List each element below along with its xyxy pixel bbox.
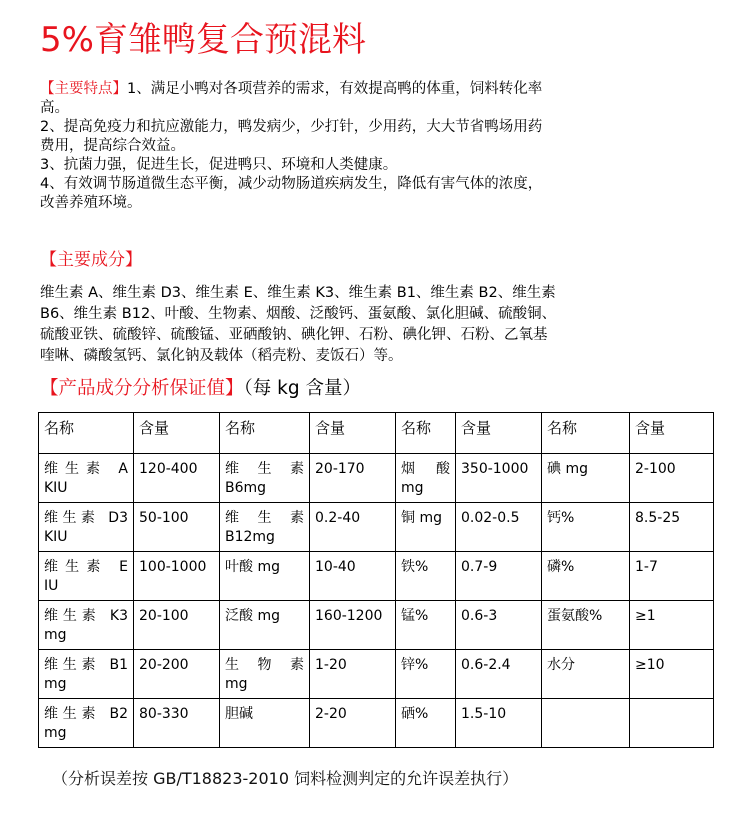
table-name-cell xyxy=(39,650,134,699)
table-value-cell: 1.5-10 xyxy=(456,699,542,748)
features-text: 1、满足小鸭对各项营养的需求，有效提高鸭的体重，饲料转化率 高。 2、提高免疫力和抗应激能力，鸭发病少，少打针，少用药，大大节省鸭场用药 费用，提高综合效益。 3、抗菌力强，促进生长，促进鸭只、环境和人类健康。 4、有效调节肠道微生态平衡，减少动物肠道疾病发生，降低有害气体的浓度， 改善养殖环境。 xyxy=(40,81,543,211)
table-name-cell: 锰% xyxy=(396,601,456,650)
table-value-cell: 350-1000 xyxy=(456,454,542,503)
table-header-cell: 含量 xyxy=(310,413,396,454)
features-heading: 【主要特点】 xyxy=(40,81,127,97)
table-name-cell: 胆碱 xyxy=(220,699,310,748)
analysis-table xyxy=(38,412,714,748)
table-name-cell xyxy=(39,454,134,503)
table-value-cell: 0.6-2.4 xyxy=(456,650,542,699)
cell-unit-line: mg xyxy=(225,676,248,692)
cell-name-line: 维生素 D3 xyxy=(44,510,128,526)
table-value-cell: 0.7-9 xyxy=(456,552,542,601)
table-value-cell: 100-1000 xyxy=(134,552,220,601)
table-name-cell xyxy=(220,454,310,503)
table-name-cell xyxy=(39,699,134,748)
table-name-cell: 锌% xyxy=(396,650,456,699)
table-name-cell: 叶酸 mg xyxy=(220,552,310,601)
table-value-cell: 120-400 xyxy=(134,454,220,503)
table-name-cell xyxy=(542,699,630,748)
table-value-cell: 8.5-25 xyxy=(630,503,714,552)
table-header-row xyxy=(39,413,714,454)
cell-unit-line: KIU xyxy=(44,480,68,496)
analysis-heading-main: 【产品成分分析保证值】 xyxy=(40,378,244,399)
table-name-cell xyxy=(220,503,310,552)
ingredients-text: 维生素 A、维生素 D3、维生素 E、维生素 K3、维生素 B1、维生素 B2、维生素 B6、维生素 B12、叶酸、生物素、烟酸、泛酸钙、蛋氨酸、氯化胆碱、硫酸铜、 硫酸亚铁、硫酸锌、硫酸锰、亚硒酸钠、碘化钾、石粉、碘化钾、石粉、乙氧基 喹啉、磷酸氢钙、氯化钠及载体（稻壳粉、麦饭石）等。 xyxy=(40,285,557,364)
table-name-cell: 蛋氨酸% xyxy=(542,601,630,650)
table-name-cell: 硒% xyxy=(396,699,456,748)
cell-unit-line: KIU xyxy=(44,529,68,545)
cell-unit-line: B12mg xyxy=(225,529,275,545)
table-name-cell: 铜 mg xyxy=(396,503,456,552)
table-name-cell xyxy=(39,552,134,601)
table-value-cell: 1-20 xyxy=(310,650,396,699)
table-row xyxy=(39,503,714,552)
cell-name-line: 生物素 xyxy=(225,657,304,673)
table-value-cell xyxy=(630,699,714,748)
cell-name-line: 维生素 xyxy=(225,510,304,526)
table-name-cell: 钙% xyxy=(542,503,630,552)
table-value-cell: 0.6-3 xyxy=(456,601,542,650)
cell-name-line: 维生素 xyxy=(225,461,304,477)
table-name-cell: 碘 mg xyxy=(542,454,630,503)
table-row xyxy=(39,454,714,503)
cell-unit-line: B6mg xyxy=(225,480,267,496)
table-name-cell: 磷% xyxy=(542,552,630,601)
table-value-cell: 1-7 xyxy=(630,552,714,601)
table-name-cell xyxy=(396,454,456,503)
cell-name-line: 维生素 K3 xyxy=(44,608,128,624)
analysis-heading xyxy=(40,374,361,400)
cell-name-line: 维生素 E xyxy=(44,559,128,575)
cell-name-line: 维生素 A xyxy=(44,461,128,477)
table-header-cell: 名称 xyxy=(542,413,630,454)
table-value-cell: 2-100 xyxy=(630,454,714,503)
table-value-cell: 20-170 xyxy=(310,454,396,503)
table-value-cell: ≥1 xyxy=(630,601,714,650)
ingredients-heading: 【主要成分】 xyxy=(40,250,142,270)
table-value-cell: 2-20 xyxy=(310,699,396,748)
table-row xyxy=(39,650,714,699)
table-header-cell: 名称 xyxy=(220,413,310,454)
table-name-cell xyxy=(39,503,134,552)
table-row xyxy=(39,699,714,748)
table-name-cell xyxy=(220,650,310,699)
page-title: 5%育雏鸭复合预混料 xyxy=(40,20,366,60)
table-name-cell: 铁% xyxy=(396,552,456,601)
table-value-cell: 160-1200 xyxy=(310,601,396,650)
cell-unit-line: mg xyxy=(44,627,67,643)
cell-unit-line: mg xyxy=(401,480,424,496)
cell-unit-line: mg xyxy=(44,676,67,692)
table-row xyxy=(39,601,714,650)
cell-unit-line: IU xyxy=(44,578,59,594)
table-value-cell: 0.02-0.5 xyxy=(456,503,542,552)
table-name-cell: 水分 xyxy=(542,650,630,699)
table-value-cell: 10-40 xyxy=(310,552,396,601)
table-row xyxy=(39,552,714,601)
features-section xyxy=(40,80,670,213)
table-name-cell: 泛酸 mg xyxy=(220,601,310,650)
table-header-cell: 名称 xyxy=(396,413,456,454)
table-header-cell: 含量 xyxy=(630,413,714,454)
table-value-cell: 80-330 xyxy=(134,699,220,748)
analysis-heading-sub: （每 kg 含量） xyxy=(243,378,361,399)
cell-name-line: 维生素 B1 xyxy=(44,657,128,673)
table-value-cell: ≥10 xyxy=(630,650,714,699)
table-header-cell: 含量 xyxy=(456,413,542,454)
table-value-cell: 50-100 xyxy=(134,503,220,552)
table-header-cell: 含量 xyxy=(134,413,220,454)
cell-name-line: 维生素 B2 xyxy=(44,706,128,722)
table-name-cell xyxy=(39,601,134,650)
cell-name-line: 烟酸 xyxy=(401,461,450,477)
table-value-cell: 20-100 xyxy=(134,601,220,650)
cell-unit-line: mg xyxy=(44,725,67,741)
table-header-cell: 名称 xyxy=(39,413,134,454)
analysis-error-note: （分析误差按 GB/T18823-2010 饲料检测判定的允许误差执行） xyxy=(52,769,519,788)
table-value-cell: 0.2-40 xyxy=(310,503,396,552)
table-value-cell: 20-200 xyxy=(134,650,220,699)
